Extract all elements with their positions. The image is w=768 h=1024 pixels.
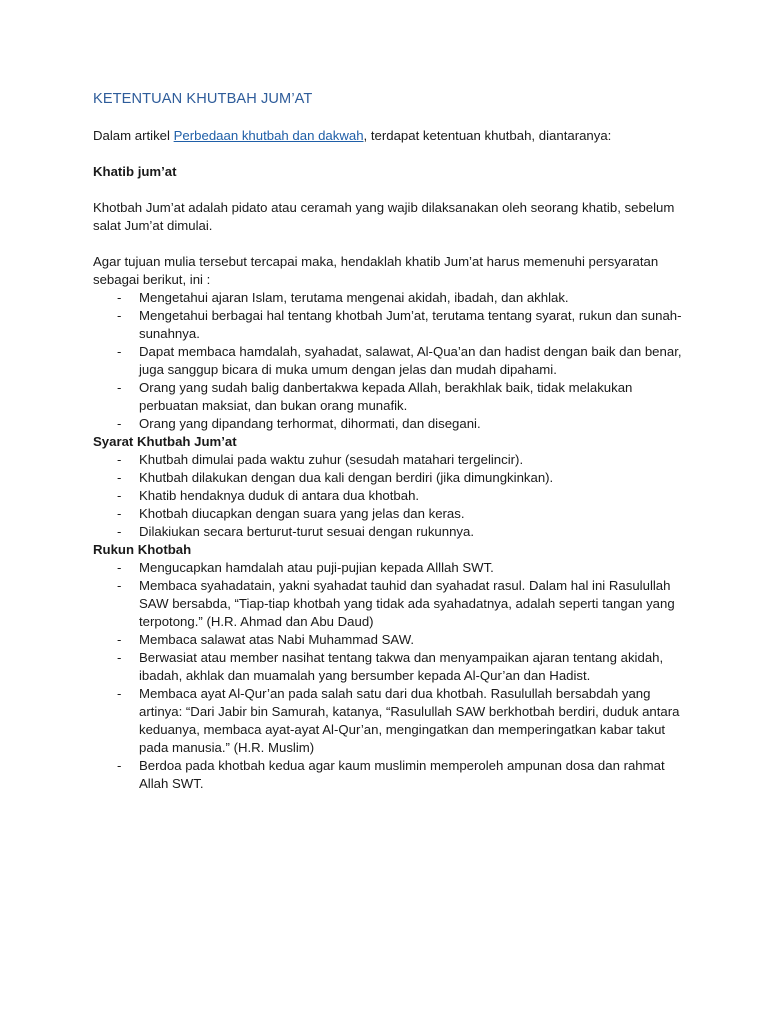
dash-bullet: - bbox=[117, 344, 122, 359]
rukun-list bbox=[93, 559, 688, 793]
list-item-text: Dapat membaca hamdalah, syahadat, salawat, Al-Qua’an dan hadist dengan baik dan benar, juga sanggup bicara di muka umum dengan jelas dan mudah dipahami. bbox=[139, 344, 682, 377]
list-item bbox=[93, 685, 688, 757]
khatib-heading: Khatib jum’at bbox=[93, 164, 177, 179]
list-item bbox=[93, 523, 688, 541]
list-item bbox=[93, 451, 688, 469]
dash-bullet: - bbox=[117, 632, 122, 647]
list-item bbox=[93, 469, 688, 487]
list-item bbox=[93, 631, 688, 649]
list-item-text: Membaca syahadatain, yakni syahadat tauhid dan syahadat rasul. Dalam hal ini Rasulullah SAW bersabda, “Tiap-tiap khotbah yang tidak ada syahadatnya, adalah seperti tangan yang terpotong.” (H.R. Ahmad dan Abu Daud) bbox=[139, 578, 675, 629]
list-item bbox=[93, 559, 688, 577]
dash-bullet: - bbox=[117, 686, 122, 701]
dash-bullet: - bbox=[117, 416, 122, 431]
list-item bbox=[93, 379, 688, 415]
intro-paragraph bbox=[93, 127, 688, 145]
list-item bbox=[93, 343, 688, 379]
dash-bullet: - bbox=[117, 578, 122, 593]
list-item bbox=[93, 577, 688, 631]
list-item-text: Orang yang sudah balig danbertakwa kepada Allah, berakhlak baik, tidak melakukan perbuatan maksiat, dan bukan orang munafik. bbox=[139, 380, 633, 413]
syarat-heading: Syarat Khutbah Jum’at bbox=[93, 434, 237, 449]
list-item-text: Dilakiukan secara berturut-turut sesuai dengan rukunnya. bbox=[139, 524, 475, 539]
list-item-text: Khatib hendaknya duduk di antara dua khotbah. bbox=[139, 488, 420, 503]
list-item-text: Khutbah dilakukan dengan dua kali dengan berdiri (jika dimungkinkan). bbox=[139, 470, 554, 485]
list-item bbox=[93, 505, 688, 523]
list-item-text: Berdoa pada khotbah kedua agar kaum muslimin memperoleh ampunan dosa dan rahmat Allah SWT. bbox=[139, 758, 665, 791]
dash-bullet: - bbox=[117, 488, 122, 503]
document-title: KETENTUAN KHUTBAH JUM’AT bbox=[93, 91, 313, 107]
dash-bullet: - bbox=[117, 560, 122, 575]
khatib-requirements-list bbox=[93, 289, 688, 433]
list-item-text: Mengucapkan hamdalah atau puji-pujian kepada Alllah SWT. bbox=[139, 560, 494, 575]
dash-bullet: - bbox=[117, 308, 122, 323]
list-item-text: Membaca ayat Al-Qur’an pada salah satu dari dua khotbah. Rasulullah bersabdah yang artinya: “Dari Jabir bin Samurah, katanya, “Rasulullah SAW berkhotbah berdiri, duduk antara keduanya, membaca ayat-ayat Al-Qur’an, mengingatkan dan memperingatkan kabar takut pada manusia.” (H.R. Muslim) bbox=[139, 686, 680, 755]
list-item-text: Berwasiat atau member nasihat tentang takwa dan menyampaikan ajaran tentang akidah, ibadah, akhlak dan muamalah yang bersumber kepada Al-Qur’an dan Hadist. bbox=[139, 650, 664, 683]
intro-text-before: Dalam artikel bbox=[93, 128, 174, 143]
dash-bullet: - bbox=[117, 650, 122, 665]
list-item bbox=[93, 415, 688, 433]
article-link[interactable]: Perbedaan khutbah dan dakwah bbox=[173, 128, 364, 143]
rukun-heading: Rukun Khotbah bbox=[93, 542, 192, 557]
dash-bullet: - bbox=[117, 524, 122, 539]
list-item-text: Mengetahui ajaran Islam, terutama mengenai akidah, ibadah, dan akhlak. bbox=[139, 290, 569, 305]
list-item bbox=[93, 649, 688, 685]
list-item-text: Mengetahui berbagai hal tentang khotbah Jum’at, terutama tentang syarat, rukun dan sunah-sunahnya. bbox=[139, 308, 682, 341]
list-item-text: Khutbah dimulai pada waktu zuhur (sesudah matahari tergelincir). bbox=[139, 452, 524, 467]
dash-bullet: - bbox=[117, 290, 122, 305]
list-item-text: Membaca salawat atas Nabi Muhammad SAW. bbox=[139, 632, 415, 647]
list-item bbox=[93, 307, 688, 343]
dash-bullet: - bbox=[117, 506, 122, 521]
list-item-text: Khotbah diucapkan dengan suara yang jelas dan keras. bbox=[139, 506, 465, 521]
khatib-definition: Khotbah Jum’at adalah pidato atau ceramah yang wajib dilaksanakan oleh seorang khatib, sebelum salat Jum’at dimulai. bbox=[93, 200, 675, 233]
dash-bullet: - bbox=[117, 380, 122, 395]
list-item-text: Orang yang dipandang terhormat, dihormati, dan disegani. bbox=[139, 416, 481, 431]
dash-bullet: - bbox=[117, 452, 122, 467]
dash-bullet: - bbox=[117, 758, 122, 773]
syarat-list bbox=[93, 451, 688, 541]
list-item bbox=[93, 757, 688, 793]
khatib-requirements-intro: Agar tujuan mulia tersebut tercapai maka, hendaklah khatib Jum’at harus memenuhi persyaratan sebagai berikut, ini : bbox=[93, 254, 659, 287]
list-item bbox=[93, 487, 688, 505]
dash-bullet: - bbox=[117, 470, 122, 485]
intro-text-after: , terdapat ketentuan khutbah, diantaranya: bbox=[363, 128, 612, 143]
list-item bbox=[93, 289, 688, 307]
